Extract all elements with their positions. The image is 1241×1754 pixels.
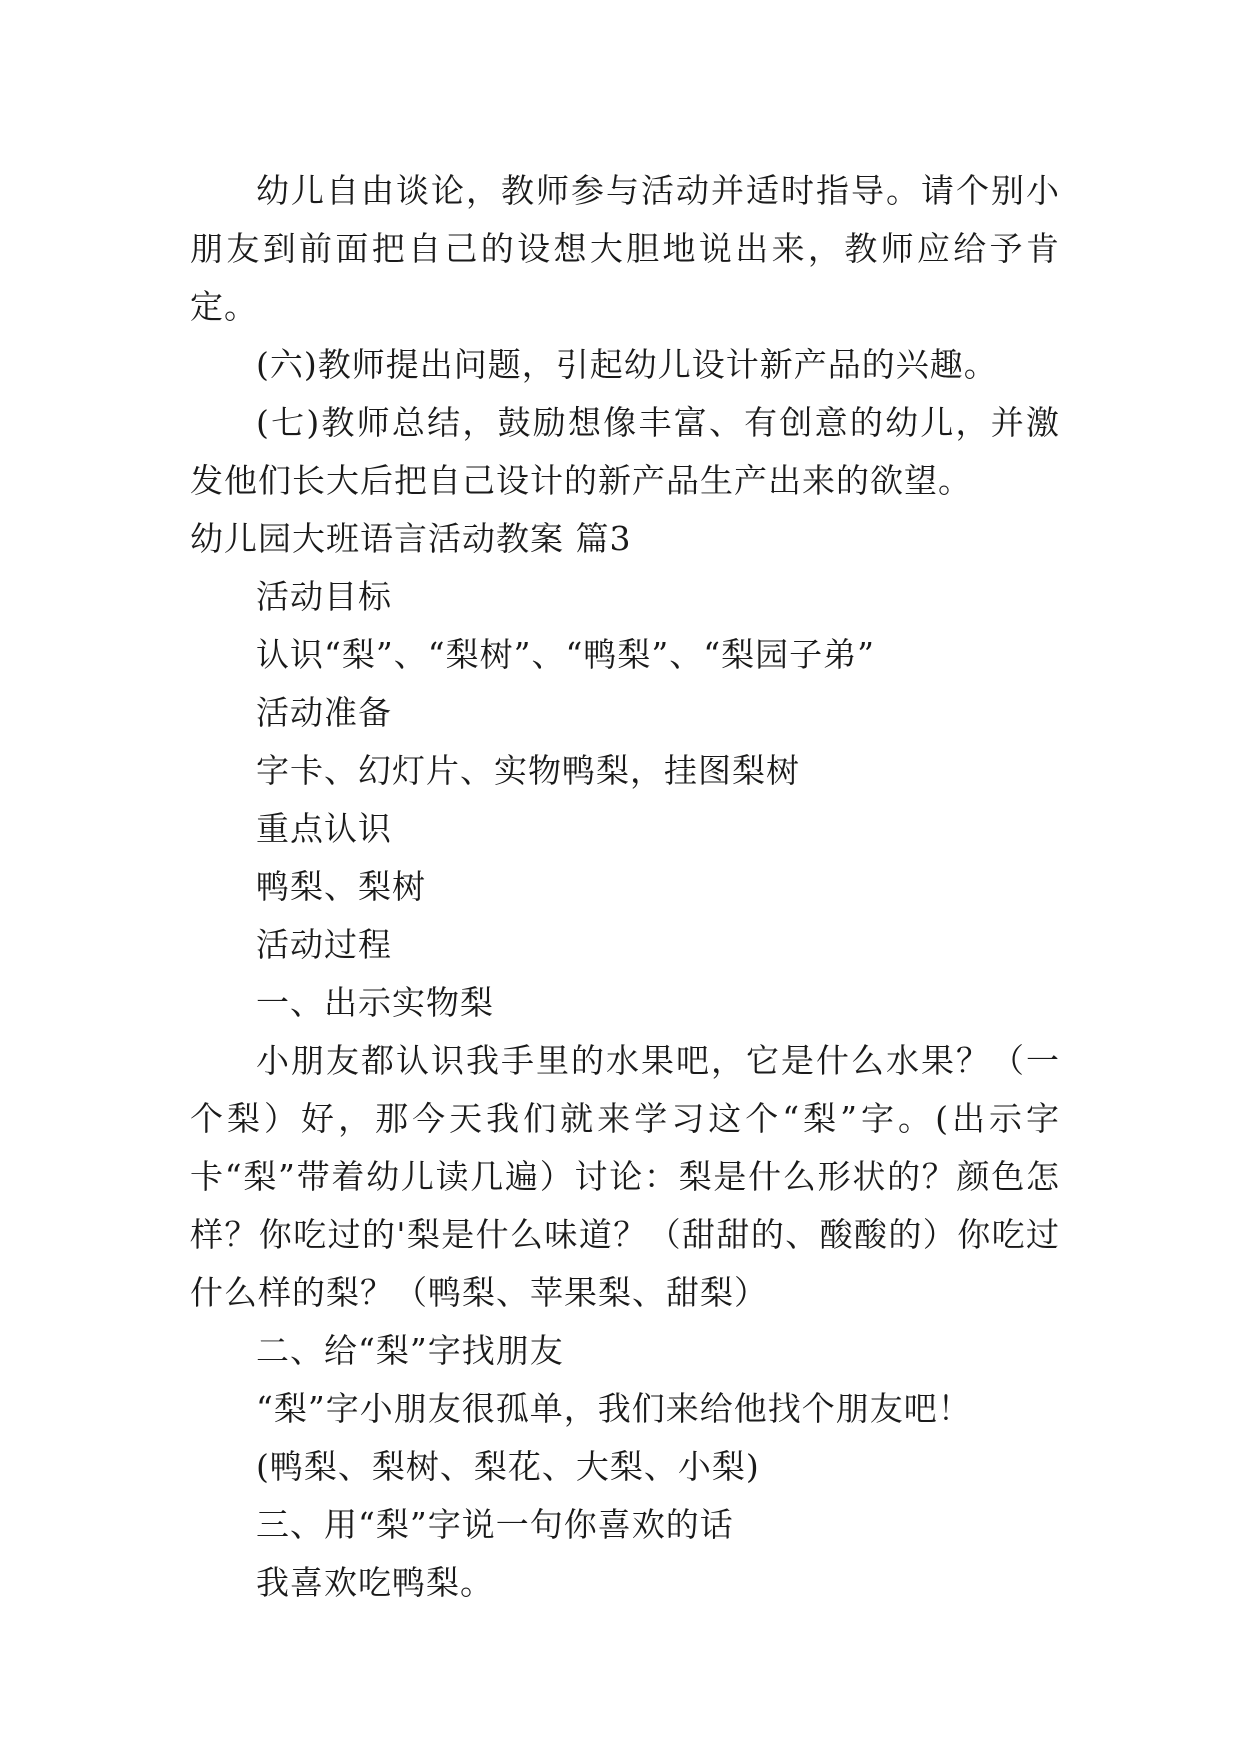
paragraph: (七)教师总结，鼓励想像丰富、有创意的幼儿，并激发他们长大后把自己设计的新产品生产出来的欲望。 bbox=[190, 403, 1060, 500]
paragraph: 认识“梨”、“梨树”、“鸭梨”、“梨园子弟” bbox=[256, 635, 875, 674]
subheading-activity-prep: 活动准备 bbox=[256, 693, 392, 732]
paragraph: 鸭梨、梨树 bbox=[256, 867, 426, 906]
subheading-activity-process: 活动过程 bbox=[256, 925, 392, 964]
paragraph: (鸭梨、梨树、梨花、大梨、小梨) bbox=[256, 1447, 760, 1486]
step-heading: 三、用“梨”字说一句你喜欢的话 bbox=[256, 1505, 734, 1544]
step-heading: 二、给“梨”字找朋友 bbox=[256, 1331, 564, 1370]
paragraph: 小朋友都认识我手里的水果吧，它是什么水果？（一个梨）好，那今天我们就来学习这个“梨”字。(出示字卡“梨”带着幼儿读几遍）讨论：梨是什么形状的？颜色怎样？你吃过的'梨是什么味道？（甜甜的、酸酸的）你吃过什么样的梨？（鸭梨、苹果梨、甜梨） bbox=[190, 1041, 1060, 1312]
paragraph: (六)教师提出问题，引起幼儿设计新产品的兴趣。 bbox=[256, 345, 998, 384]
paragraph: “梨”字小朋友很孤单，我们来给他找个朋友吧！ bbox=[256, 1389, 972, 1428]
paragraph: 幼儿自由谈论，教师参与活动并适时指导。请个别小朋友到前面把自己的设想大胆地说出来，教师应给予肯定。 bbox=[190, 171, 1060, 326]
paragraph: 字卡、幻灯片、实物鸭梨，挂图梨树 bbox=[256, 751, 800, 790]
subheading-key-recognition: 重点认识 bbox=[256, 809, 392, 848]
subheading-activity-goal: 活动目标 bbox=[256, 577, 392, 616]
paragraph: 我喜欢吃鸭梨。 bbox=[256, 1563, 494, 1602]
step-heading: 一、出示实物梨 bbox=[256, 983, 494, 1022]
document-body bbox=[190, 162, 1060, 1612]
section-heading: 幼儿园大班语言活动教案 篇3 bbox=[190, 519, 632, 558]
